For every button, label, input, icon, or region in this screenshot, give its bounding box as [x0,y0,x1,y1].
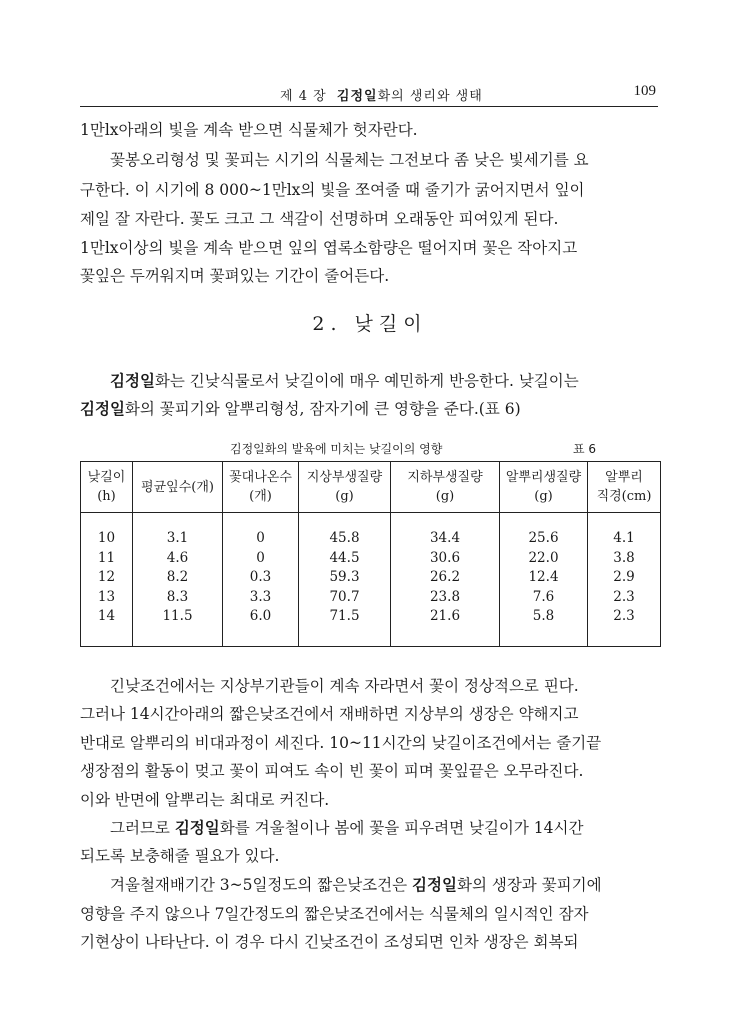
table-body-row [81,513,661,647]
text-line: 구한다. 이 시기에 8 000~1만lx의 빛을 쪼여줄 때 줄기가 굵어지면서 잎이 [80,181,585,199]
table-number: 표 6 [573,442,597,456]
text-line: 꽃잎은 두꺼워지며 꽃펴있는 기간이 줄어든다. [80,267,390,285]
header-cell: 평균잎수(개) [133,462,223,513]
bold-name: 김정일 [80,400,125,418]
bold-name: 김정일 [110,372,155,390]
text-line: 반대로 알뿌리의 비대과정이 세진다. 10~11시간의 낮길이조건에서는 줄기끝 [80,734,602,752]
column-cell: 0 0 0.3 3.3 6.0 [223,513,299,647]
text-line: 이와 반면에 알뿌리는 최대로 커진다. [80,791,330,809]
text-line: 김정일화는 긴낮식물로서 낮길이에 매우 예민하게 반응한다. 낮길이는 [110,372,579,390]
text-line: 겨울철재배기간 3~5일정도의 짧은낮조건은 김정일화의 생장과 꽃피기에 [110,876,602,894]
column-cell: 3.1 4.6 8.2 8.3 11.5 [133,513,223,647]
text-line: 그러나 14시간아래의 짧은낮조건에서 재배하면 지상부의 생장은 약해지고 [80,705,579,723]
header-cell: 알뿌리생질량 (g) [500,462,588,513]
column-cell: 4.1 3.8 2.9 2.3 2.3 [588,513,661,647]
chapter-title: 제 4 장 김정일화의 생리와 생태 [280,89,483,104]
text-line: 김정일 화의 꽃피기와 알뿌리형성, 잠자기에 큰 영향을 준다.(표 6) [80,395,660,423]
column-cell: 45.8 44.5 59.3 70.7 71.5 [299,513,391,647]
table-title: 김정일화의 발육에 미치는 낮길이의 영향 [230,442,443,456]
running-header [80,84,658,107]
bold-name: 김정일 [412,876,457,894]
text-line: 1만lx아래의 빛을 계속 받으면 식물체가 헛자란다. [80,121,418,139]
column-cell: 34.4 30.6 26.2 23.8 21.6 [391,513,500,647]
text-line: 1만lx이상의 빛을 계속 받으면 잎의 엽록소함량은 떨어지며 꽃은 작아지고 [80,239,578,257]
text-line: 꽃봉오리형성 및 꽃피는 시기의 식물체는 그전보다 좀 낮은 빛세기를 요 [110,151,589,169]
table-header-row [81,462,661,513]
header-cell: 꽃대나온수 (개) [223,462,299,513]
chapter-name-bold: 김정일 [336,89,378,104]
column-cell: 10 11 12 13 14 [81,513,133,647]
data-table [80,461,661,647]
header-cell: 낮길이 (h) [81,462,133,513]
text-line: 제일 잘 자란다. 꽃도 크고 그 색갈이 선명하며 오래동안 피여있게 된다. [80,210,559,228]
header-cell: 지상부생질량 (g) [299,462,391,513]
text-line: 생장점의 활동이 멎고 꽃이 피여도 속이 빈 꽃이 피며 꽃잎끝은 오무라진다. [80,762,584,780]
bold-name: 김정일 [174,819,220,837]
header-cell: 알뿌리 직경(cm) [588,462,661,513]
text-line: 기현상이 나타난다. 이 경우 다시 긴낮조건이 조성되면 인차 생장은 회복되 [80,933,579,951]
section-title: 2. 낮길이 [312,313,428,335]
text-line: 그러므로 김정일화를 겨울철이나 봄에 꽃을 피우려면 낮길이가 14시간 [110,819,584,837]
text-line: 되도록 보충해줄 필요가 있다. [80,847,280,865]
table-caption [80,440,660,458]
page-number: 109 [633,83,656,99]
text-line: 영향을 주지 않으나 7일간정도의 짧은낮조건에서는 식물체의 일시적인 잠자 [80,905,589,923]
text-line: 긴낮조건에서는 지상부기관들이 계속 자라면서 꽃이 정상적으로 핀다. [110,677,579,695]
header-cell: 지하부생질량 (g) [391,462,500,513]
column-cell: 25.6 22.0 12.4 7.6 5.8 [500,513,588,647]
